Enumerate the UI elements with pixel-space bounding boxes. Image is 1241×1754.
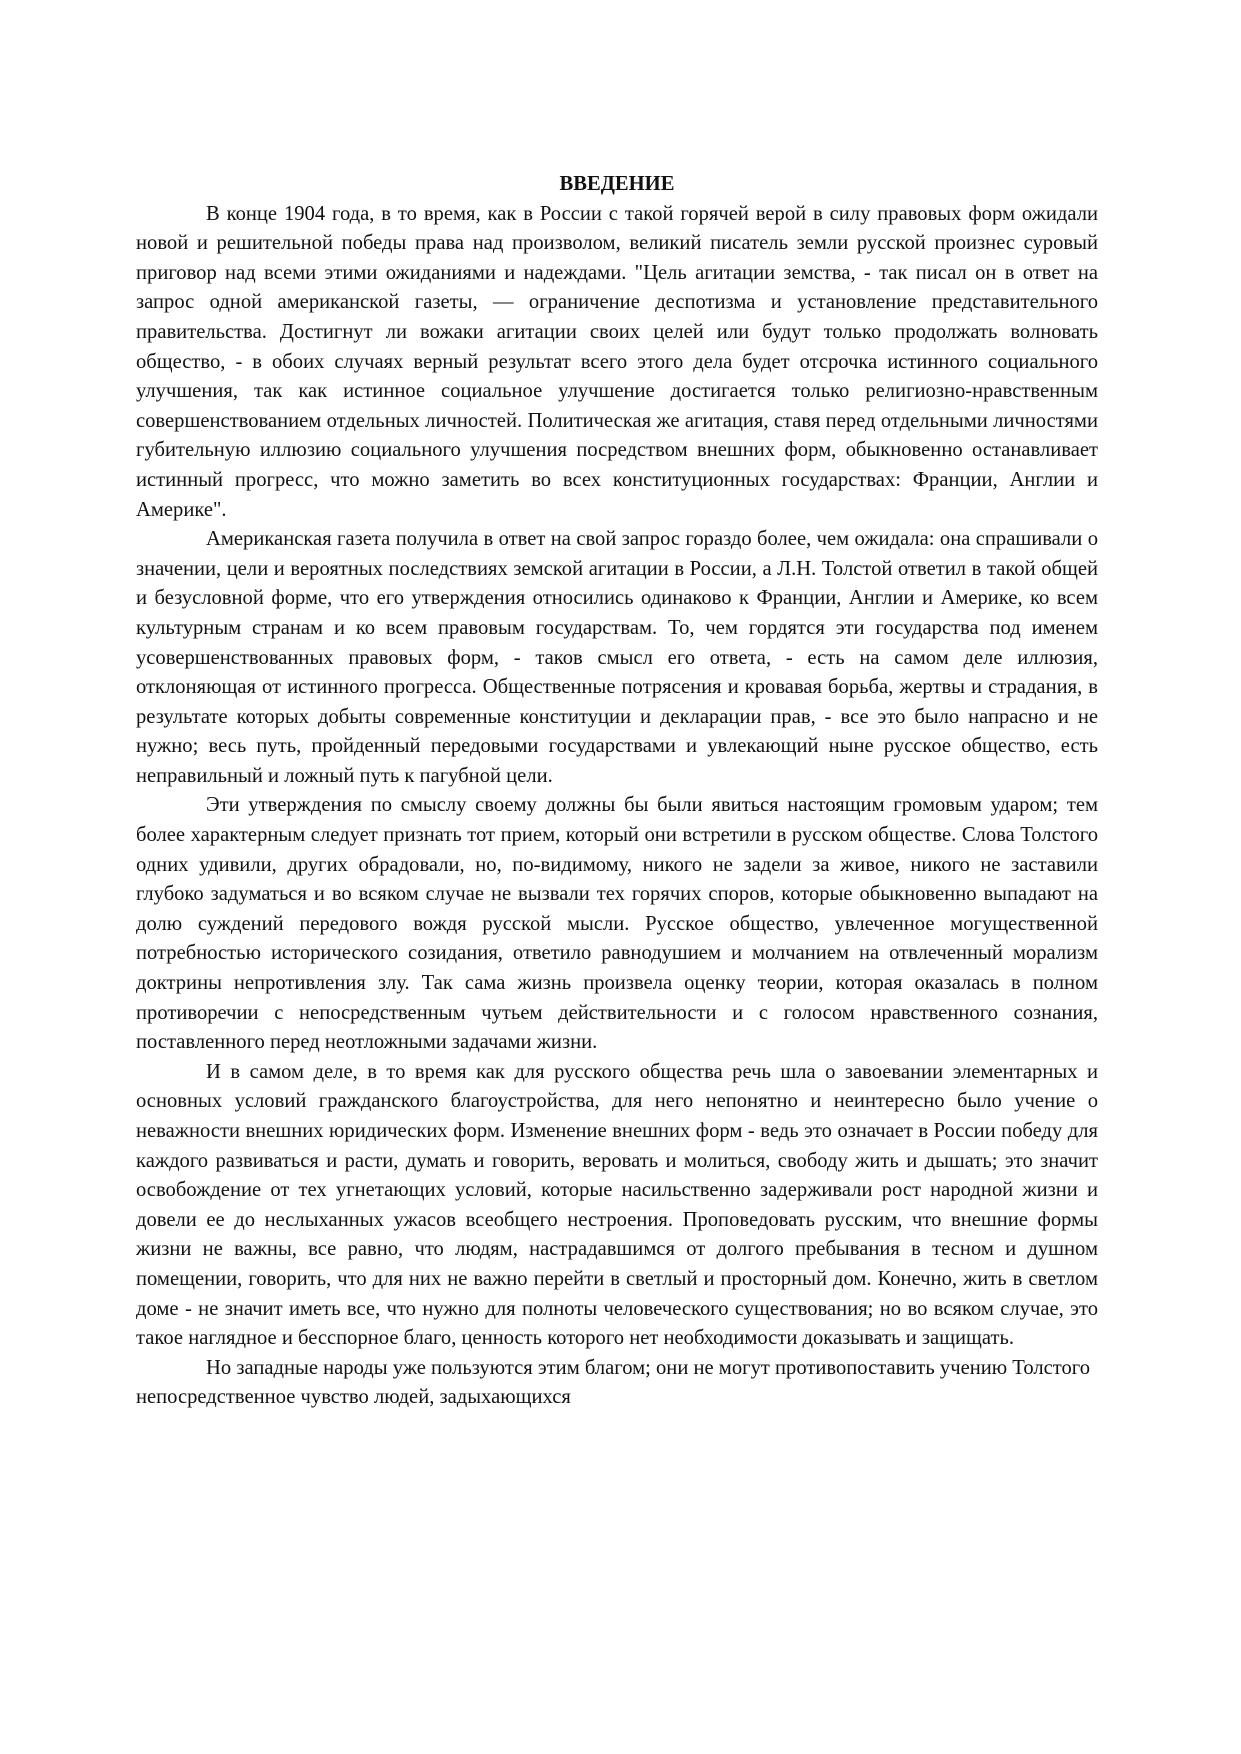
document-body bbox=[136, 170, 1098, 1413]
page-title: ВВЕДЕНИЕ bbox=[559, 173, 675, 195]
paragraph-2: Американская газета получила в ответ на свой запрос гораздо более, чем ожидала: она спрашивали о значении, цели и вероятных последствиях земской агитации в России, а Л.Н. Толстой ответил в такой общей и безусловной форме, что его утверждения относились одинаково к Франции, Англии и Америке, ко всем культурным странам и ко всем правовым государствам. То, чем гордятся эти государства под именем усовершенствованных правовых форм, - таков смысл его ответа, - есть на самом деле иллюзия, отклоняющая от истинного прогресса. Общественные потрясения и кровавая борьба, жертвы и страдания, в результате которых добыты современные конституции и декларации прав, - все это было напрасно и не нужно; весь путь, пройденный передовыми государствами и увлекающий ныне русское общество, есть неправильный и ложный путь к пагубной цели. bbox=[136, 528, 1098, 787]
paragraph-5: Но западные народы уже пользуются этим благом; они не могут противопоставить учению Толстого непосредственное чувство людей, задыхающихся bbox=[136, 1356, 1091, 1409]
paragraph-1: В конце 1904 года, в то время, как в России с такой горячей верой в силу правовых форм ожидали новой и решительной победы права над произволом, великий писатель земли русской произнес суровый приговор над всеми этими ожиданиями и надеждами. "Цель агитации земства, - так писал он в ответ на запрос одной американской газеты, — ограничение деспотизма и установление представительного правительства. Достигнут ли вожаки агитации своих целей или будут только продолжать волновать общество, - в обоих случаях верный результат всего этого дела будет отсрочка истинного социального улучшения, так как истинное социальное улучшение достигается только религиозно-нравственным совершенствованием отдельных личностей. Политическая же агитация, ставя перед отдельными личностями губительную иллюзию социального улучшения посредством внешних форм, обыкновенно останавливает истинный прогресс, что можно заметить во всех конституционных государствах: Франции, Англии и Америке". bbox=[136, 202, 1098, 521]
paragraph-3: Эти утверждения по смыслу своему должны бы были явиться настоящим громовым ударом; тем более характерным следует признать тот прием, который они встретили в русском обществе. Слова Толстого одних удивили, других обрадовали, но, по-видимому, никого не задели за живое, никого не заставили глубоко задуматься и во всяком случае не вызвали тех горячих споров, которые обыкновенно выпадают на долю суждений передового вождя русской мысли. Русское общество, увлеченное могущественной потребностью исторического созидания, ответило равнодушием и молчанием на отвлеченный морализм доктрины непротивления злу. Так сама жизнь произвела оценку теории, которая оказалась в полном противоречии с непосредственным чутьем действительности и с голосом нравственного сознания, поставленного перед неотложными задачами жизни. bbox=[136, 794, 1098, 1054]
paragraph-4: И в самом деле, в то время как для русского общества речь шла о завоевании элементарных и основных условий гражданского благоустройства, для него непонятно и неинтересно было учение о неважности внешних юридических форм. Изменение внешних форм - ведь это означает в России победу для каждого развиваться и расти, думать и говорить, веровать и молиться, свободу жить и дышать; это значит освобождение от тех угнетающих условий, которые насильственно задерживали рост народной жизни и довели ее до неслыханных ужасов всеобщего нестроения. Проповедовать русским, что внешние формы жизни не важны, все равно, что людям, настрадавшимся от долгого пребывания в тесном и душном помещении, говорить, что для них не важно перейти в светлый и просторный дом. Конечно, жить в светлом доме - не значит иметь все, что нужно для полноты человеческого существования; но во всяком случае, это такое наглядное и бесспорное благо, ценность которого нет необходимости доказывать и защищать. bbox=[136, 1060, 1098, 1350]
